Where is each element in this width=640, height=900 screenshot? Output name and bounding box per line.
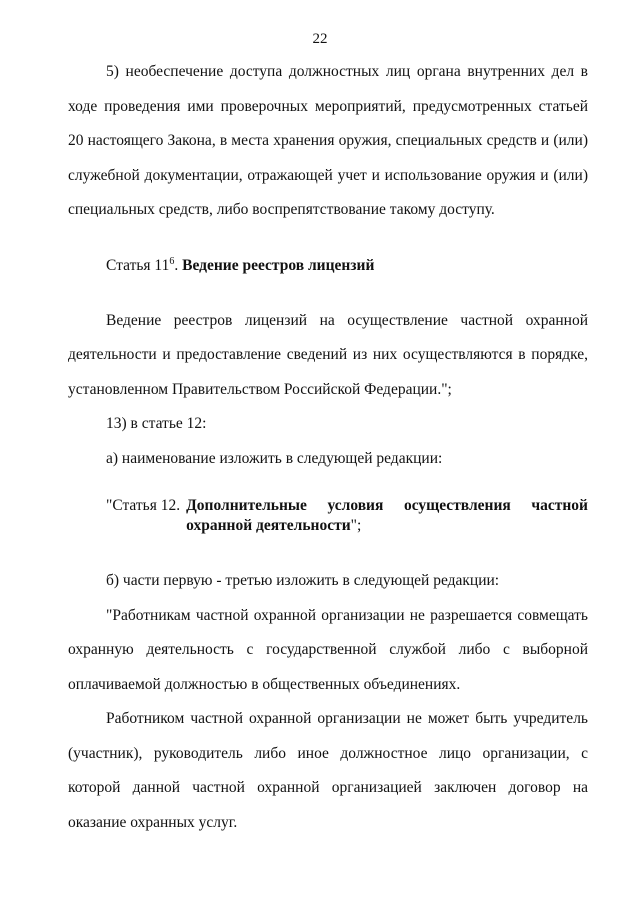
part-1-paragraph: "Работникам частной охранной организации не разрешается совмещать охранную деятельность с государственной службой либо с выборной оплачиваемой должностью в общественных объединениях. bbox=[68, 606, 588, 693]
article-11-6-title: Ведение реестров лицензий bbox=[182, 256, 375, 274]
article-12-prefix: "Статья 12. bbox=[106, 497, 181, 514]
article-11-6-dot: . bbox=[174, 256, 183, 274]
article-11-6-heading bbox=[68, 256, 588, 276]
item-13-paragraph: 13) в статье 12: bbox=[106, 415, 207, 432]
article-12-title: Дополнительные условия осуществления частной охранной деятельности bbox=[186, 497, 588, 534]
article-11-6-text: Ведение реестров лицензий на осуществление частной охранной деятельности и предоставление сведений из них осуществляются в порядке, установленном Правительством Российской Федерации."; bbox=[68, 311, 588, 398]
document-body bbox=[68, 55, 588, 840]
part-2-paragraph: Работником частной охранной организации не может быть учредитель (участник), руководитель либо иное должностное лицо организации, с которой данной частной охранной организацией заключен договор на оказание охранных услуг. bbox=[68, 710, 588, 831]
article-12-suffix: "; bbox=[350, 517, 362, 534]
item-b-paragraph: б) части первую - третью изложить в следующей редакции: bbox=[106, 572, 500, 589]
article-11-6-prefix: Статья 11 bbox=[106, 256, 170, 274]
page-number: 22 bbox=[312, 31, 328, 47]
article-12-heading bbox=[68, 496, 588, 536]
item-5-paragraph: 5) необеспечение доступа должностных лиц органа внутренних дел в ходе проведения ими проверочных мероприятий, предусмотренных статьей 20 настоящего Закона, в места хранения оружия, специальных средств и (или) служебной документации, отражающей учет и использование оружия и (или) специальных средств, либо воспрепятствование такому доступу. bbox=[68, 63, 588, 218]
article-11-6-superscript: 6 bbox=[169, 255, 175, 267]
item-a-paragraph: а) наименование изложить в следующей редакции: bbox=[106, 449, 443, 467]
